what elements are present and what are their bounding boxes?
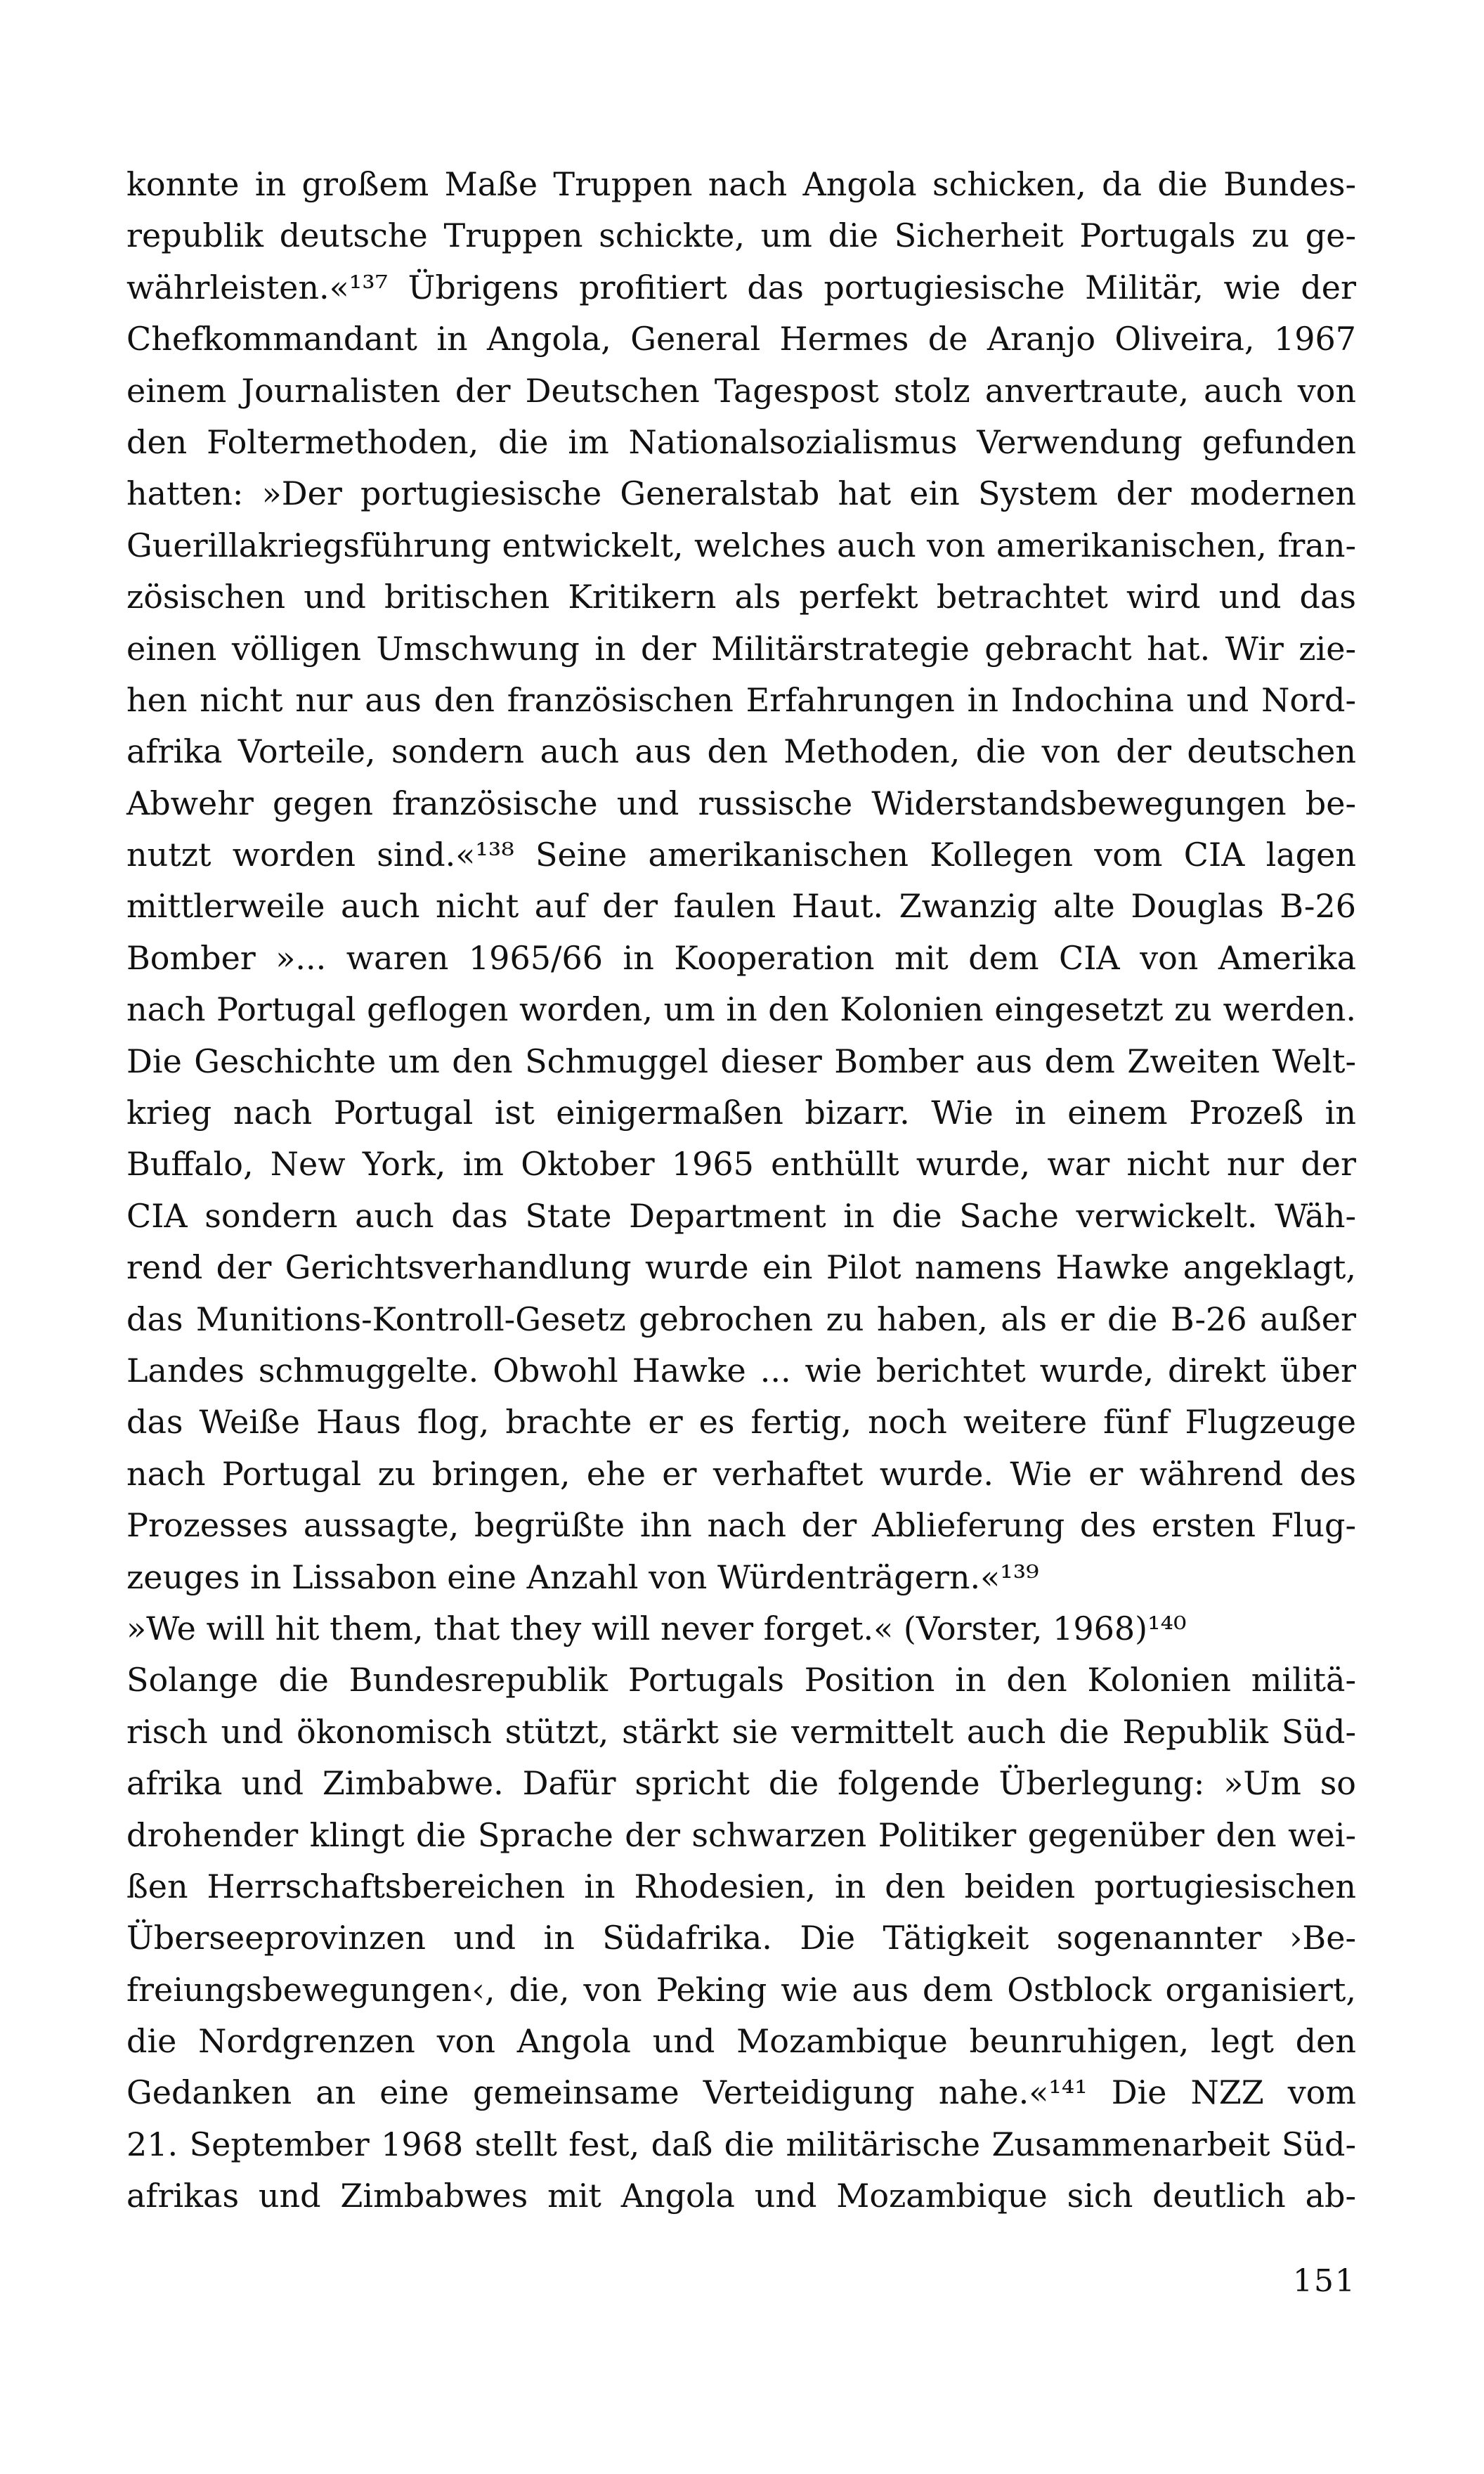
text-line: Guerillakriegsführung entwickelt, welches auch von amerikanischen, fran- <box>126 526 1356 564</box>
text-line: nutzt worden sind.«¹³⁸ Seine amerikanischen Kollegen vom CIA lagen <box>126 836 1356 874</box>
text-line: nach Portugal zu bringen, ehe er verhaftet wurde. Wie er während des <box>126 1454 1356 1493</box>
text-line: afrika und Zimbabwe. Dafür spricht die folgende Überlegung: »Um so <box>126 1764 1356 1803</box>
text-line: zösischen und britischen Kritikern als perfekt betrachtet wird und das <box>126 578 1356 616</box>
text-line: den Foltermethoden, die im Nationalsozialismus Verwendung gefunden <box>126 422 1356 461</box>
text-line: krieg nach Portugal ist einigermaßen bizarr. Wie in einem Prozeß in <box>126 1094 1356 1132</box>
text-line: das Munitions-Kontroll-Gesetz gebrochen zu haben, als er die B-26 außer <box>126 1300 1356 1338</box>
text-line: konnte in großem Maße Truppen nach Angola schicken, da die Bundes- <box>126 165 1356 203</box>
text-line: das Weiße Haus flog, brachte er es fertig, noch weitere fünf Flugzeuge <box>126 1403 1356 1442</box>
text-line: Chefkommandant in Angola, General Hermes de Aranjo Oliveira, 1967 <box>126 320 1356 358</box>
text-line: hatten: »Der portugiesische Generalstab hat ein System der modernen <box>126 474 1356 513</box>
text-line: Landes schmuggelte. Obwohl Hawke ... wie berichtet wurde, direkt über <box>126 1351 1356 1390</box>
text-line: Die Geschichte um den Schmuggel dieser Bomber aus dem Zweiten Welt- <box>126 1042 1356 1080</box>
text-line: Abwehr gegen französische und russische Widerstandsbewegungen be- <box>126 784 1356 822</box>
body-text <box>126 159 1356 2222</box>
text-line: risch und ökonomisch stützt, stärkt sie vermittelt auch die Republik Süd- <box>126 1712 1356 1751</box>
text-line: freiungsbewegungen‹, die, von Peking wie aus dem Ostblock organisiert, <box>126 1970 1356 2009</box>
text-line: 21. September 1968 stellt fest, daß die militärische Zusammenarbeit Süd- <box>126 2125 1356 2163</box>
text-line: zeuges in Lissabon eine Anzahl von Würdenträgern.«¹³⁹ <box>126 1557 1039 1596</box>
text-line: Solange die Bundesrepublik Portugals Position in den Kolonien militä- <box>126 1661 1356 1699</box>
text-line: Buffalo, New York, im Oktober 1965 enthüllt wurde, war nicht nur der <box>126 1145 1356 1184</box>
text-line: ßen Herrschaftsbereichen in Rhodesien, in den beiden portugiesischen <box>126 1867 1356 1905</box>
text-line: Gedanken an eine gemeinsame Verteidigung nahe.«¹⁴¹ Die NZZ vom <box>126 2073 1356 2112</box>
text-line: Bomber »... waren 1965/66 in Kooperation mit dem CIA von Amerika <box>126 938 1356 977</box>
text-line: währleisten.«¹³⁷ Übrigens profitiert das portugiesische Militär, wie der <box>126 268 1356 306</box>
text-line: Prozesses aussagte, begrüßte ihn nach der Ablieferung des ersten Flug- <box>126 1506 1356 1545</box>
text-line: CIA sondern auch das State Department in die Sache verwickelt. Wäh- <box>126 1196 1356 1235</box>
text-line: mittlerweile auch nicht auf der faulen Haut. Zwanzig alte Douglas B-26 <box>126 887 1356 926</box>
text-line: einen völligen Umschwung in der Militärstrategie gebracht hat. Wir zie- <box>126 629 1356 668</box>
text-line: rend der Gerichtsverhandlung wurde ein Pilot namens Hawke angeklagt, <box>126 1248 1356 1287</box>
text-line: die Nordgrenzen von Angola und Mozambique beunruhigen, legt den <box>126 2022 1356 2061</box>
epigraph-line: »We will hit them, that they will never forget.« (Vorster, 1968)¹⁴⁰ <box>126 1609 1187 1647</box>
text-line: republik deutsche Truppen schickte, um die Sicherheit Portugals zu ge- <box>126 216 1356 255</box>
text-line: Überseeprovinzen und in Südafrika. Die Tätigkeit sogenannter ›Be- <box>126 1919 1356 1957</box>
text-line: afrika Vorteile, sondern auch aus den Methoden, die von der deutschen <box>126 732 1356 771</box>
text-line: nach Portugal geflogen worden, um in den Kolonien eingesetzt zu werden. <box>126 990 1356 1029</box>
page-number: 151 <box>1293 2263 1356 2299</box>
text-line: afrikas und Zimbabwes mit Angola und Mozambique sich deutlich ab- <box>126 2177 1356 2215</box>
text-line: einem Journalisten der Deutschen Tagespost stolz anvertraute, auch von <box>126 371 1356 410</box>
text-line: drohender klingt die Sprache der schwarzen Politiker gegenüber den wei- <box>126 1815 1356 1854</box>
text-line: hen nicht nur aus den französischen Erfahrungen in Indochina und Nord- <box>126 680 1356 719</box>
